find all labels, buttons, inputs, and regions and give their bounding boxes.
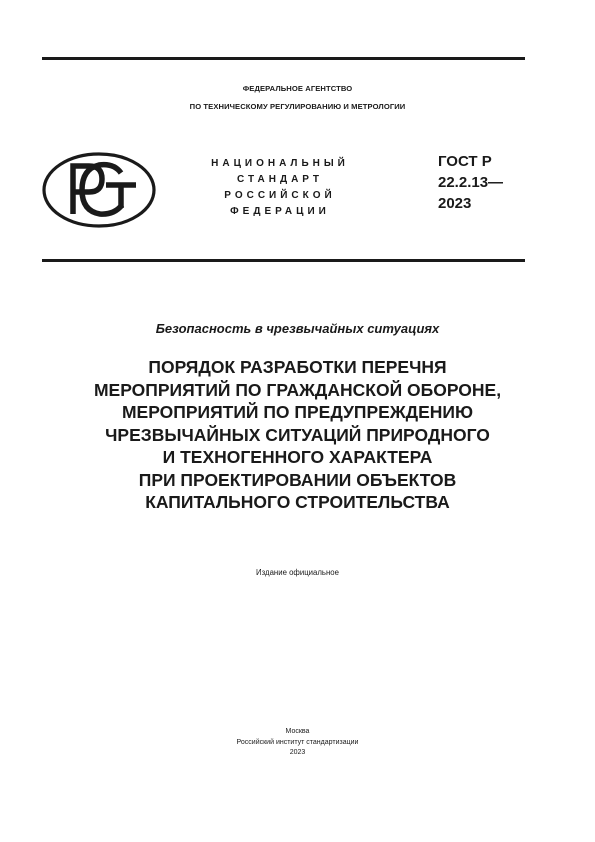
- national-standard-label: [190, 156, 370, 220]
- title-line: ПОРЯДОК РАЗРАБОТКИ ПЕРЕЧНЯ: [148, 357, 447, 377]
- top-rule: [42, 57, 525, 60]
- rst-logo-icon: [42, 152, 156, 228]
- national-standard-line-4: ФЕДЕРАЦИИ: [230, 206, 330, 217]
- imprint-year: 2023: [289, 749, 306, 756]
- national-standard-line-2: СТАНДАРТ: [237, 174, 323, 185]
- middle-rule: [42, 259, 525, 262]
- agency-line-2: ПО ТЕХНИЧЕСКОМУ РЕГУЛИРОВАНИЮ И МЕТРОЛОГИИ: [189, 102, 406, 111]
- national-standard-line-1: НАЦИОНАЛЬНЫЙ: [211, 158, 349, 169]
- subject-heading: Безопасность в чрезвычайных ситуациях: [155, 321, 440, 336]
- imprint-city: Москва: [285, 728, 310, 735]
- title-line: МЕРОПРИЯТИЙ ПО ГРАЖДАНСКОЙ ОБОРОНЕ,: [93, 379, 502, 400]
- title-line: КАПИТАЛЬНОГО СТРОИТЕЛЬСТВА: [145, 492, 450, 512]
- imprint-publisher: Российский институт стандартизации: [236, 738, 359, 746]
- designation-line-3: 2023: [438, 195, 472, 212]
- national-standard-line-3: РОССИЙСКОЙ: [224, 190, 336, 201]
- title-line: И ТЕХНОГЕННОГО ХАРАКТЕРА: [162, 447, 433, 467]
- title-line: ПРИ ПРОЕКТИРОВАНИИ ОБЪЕКТОВ: [138, 469, 457, 490]
- title-line: ЧРЕЗВЫЧАЙНЫХ СИТУАЦИЙ ПРИРОДНОГО: [105, 424, 490, 445]
- document-title: [0, 356, 595, 514]
- edition-label: Издание официальное: [256, 568, 339, 577]
- imprint: [0, 727, 595, 759]
- title-line: МЕРОПРИЯТИЙ ПО ПРЕДУПРЕЖДЕНИЮ: [121, 402, 474, 422]
- designation-line-2: 22.2.13—: [438, 174, 504, 191]
- designation-line-1: ГОСТ Р: [438, 153, 492, 170]
- standard-designation: [438, 151, 503, 214]
- agency-line-1: ФЕДЕРАЛЬНОЕ АГЕНТСТВО: [242, 84, 353, 93]
